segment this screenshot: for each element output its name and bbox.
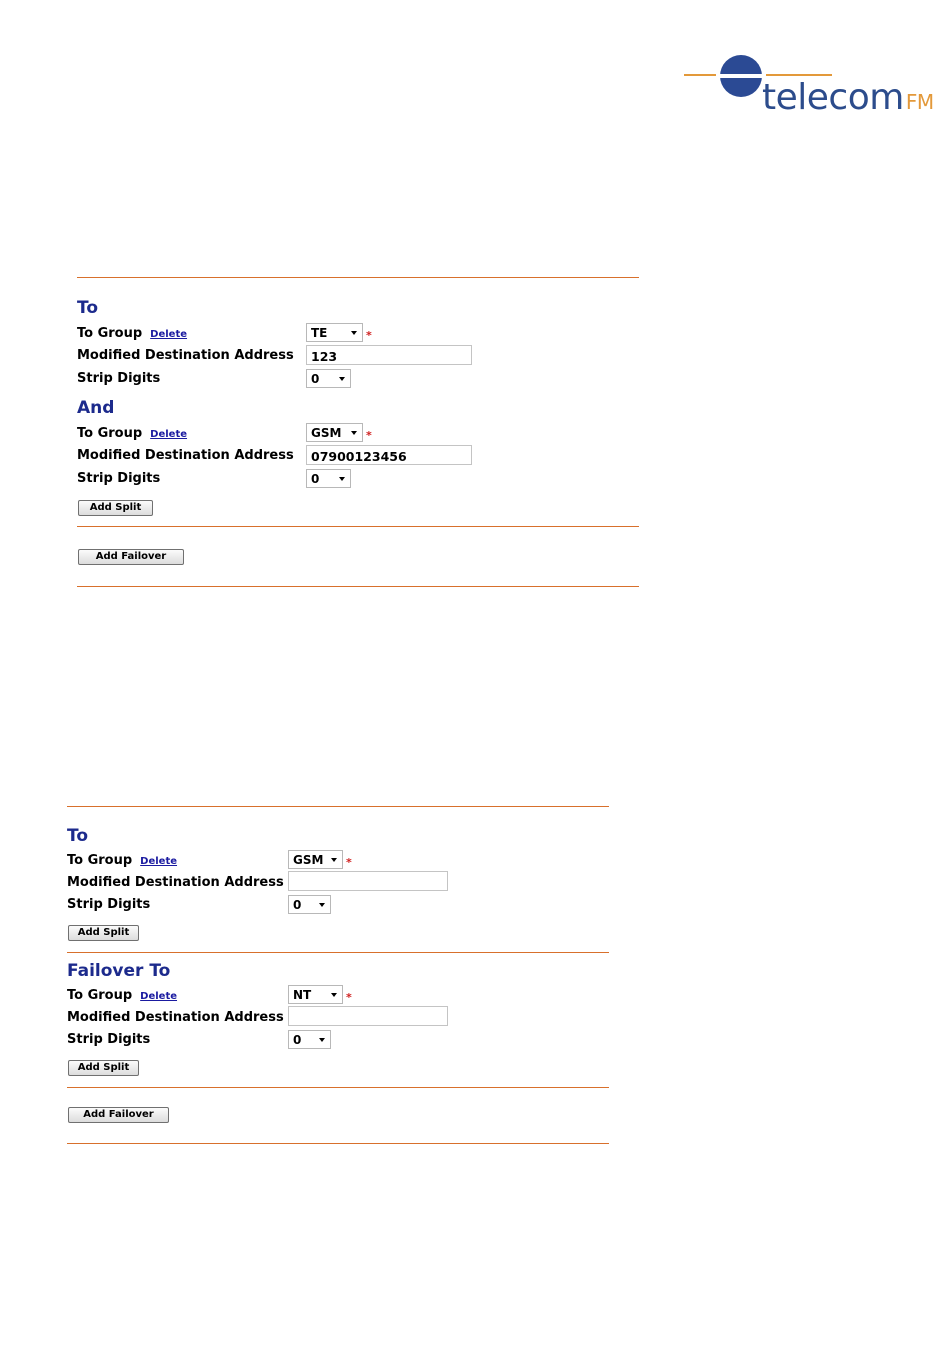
- add-split-button[interactable]: Add Split: [68, 925, 139, 941]
- dropdown-arrow-icon: [339, 377, 345, 381]
- modified-destination-label: Modified Destination Address: [67, 875, 284, 890]
- to-group-label: [77, 326, 187, 341]
- required-marker: *: [346, 856, 352, 869]
- modified-destination-label: Modified Destination Address: [77, 448, 294, 463]
- delete-link[interactable]: Delete: [140, 991, 178, 1002]
- delete-link[interactable]: Delete: [150, 429, 188, 440]
- strip-digits-value: 0: [293, 898, 302, 912]
- delete-link[interactable]: Delete: [150, 329, 188, 340]
- modified-destination-label: Modified Destination Address: [77, 348, 294, 363]
- strip-digits-select[interactable]: [306, 369, 351, 388]
- dropdown-arrow-icon: [331, 858, 337, 862]
- to-group-value: TE: [311, 326, 328, 340]
- to-group-label: [67, 853, 177, 868]
- to-group-value: GSM: [293, 853, 324, 867]
- to-group-select[interactable]: [306, 323, 363, 342]
- strip-digits-label: Strip Digits: [77, 371, 161, 386]
- strip-digits-value: 0: [311, 372, 320, 386]
- dropdown-arrow-icon: [331, 993, 337, 997]
- dropdown-arrow-icon: [351, 431, 357, 435]
- divider: [77, 526, 639, 527]
- to-group-value: GSM: [311, 426, 342, 440]
- logo-text: [762, 77, 934, 118]
- required-marker: *: [366, 329, 372, 342]
- modified-destination-label: Modified Destination Address: [67, 1010, 284, 1025]
- modified-destination-input[interactable]: [288, 1006, 448, 1026]
- logo-name: telecom: [762, 77, 904, 118]
- to-group-label: [77, 426, 187, 441]
- divider: [67, 952, 609, 953]
- section-heading-to: To: [77, 298, 99, 318]
- logo-suffix: FM: [905, 90, 934, 114]
- to-group-select[interactable]: [288, 985, 343, 1004]
- to-group-label-text: To Group: [77, 326, 143, 341]
- strip-digits-label: Strip Digits: [67, 1032, 151, 1047]
- modified-destination-input[interactable]: 123: [306, 345, 472, 365]
- section-heading-and: And: [77, 398, 115, 418]
- strip-digits-select[interactable]: [288, 1030, 331, 1049]
- logo-stripe: [716, 74, 766, 78]
- delete-link[interactable]: Delete: [140, 856, 178, 867]
- strip-digits-select[interactable]: [288, 895, 331, 914]
- section-heading-failover-to: Failover To: [67, 961, 171, 981]
- to-group-label-text: To Group: [77, 426, 143, 441]
- dropdown-arrow-icon: [339, 477, 345, 481]
- required-marker: *: [346, 991, 352, 1004]
- add-failover-button[interactable]: Add Failover: [68, 1107, 169, 1123]
- to-group-label: [67, 988, 177, 1003]
- divider: [67, 1087, 609, 1088]
- divider: [77, 277, 639, 278]
- add-split-button[interactable]: Add Split: [78, 500, 153, 516]
- required-marker: *: [366, 429, 372, 442]
- strip-digits-label: Strip Digits: [77, 471, 161, 486]
- to-group-label-text: To Group: [67, 988, 133, 1003]
- telecom-fm-logo: [680, 50, 950, 130]
- add-failover-button[interactable]: Add Failover: [78, 549, 184, 565]
- to-group-select[interactable]: [288, 850, 343, 869]
- divider: [67, 806, 609, 807]
- strip-digits-value: 0: [311, 472, 320, 486]
- strip-digits-select[interactable]: [306, 469, 351, 488]
- modified-destination-input[interactable]: 07900123456: [306, 445, 472, 465]
- add-split-button[interactable]: Add Split: [68, 1060, 139, 1076]
- modified-destination-input[interactable]: [288, 871, 448, 891]
- strip-digits-label: Strip Digits: [67, 897, 151, 912]
- strip-digits-value: 0: [293, 1033, 302, 1047]
- to-group-select[interactable]: [306, 423, 363, 442]
- section-heading-to: To: [67, 826, 89, 846]
- dropdown-arrow-icon: [319, 903, 325, 907]
- divider: [67, 1143, 609, 1144]
- to-group-label-text: To Group: [67, 853, 133, 868]
- to-group-value: NT: [293, 988, 312, 1002]
- divider: [77, 586, 639, 587]
- dropdown-arrow-icon: [351, 331, 357, 335]
- dropdown-arrow-icon: [319, 1038, 325, 1042]
